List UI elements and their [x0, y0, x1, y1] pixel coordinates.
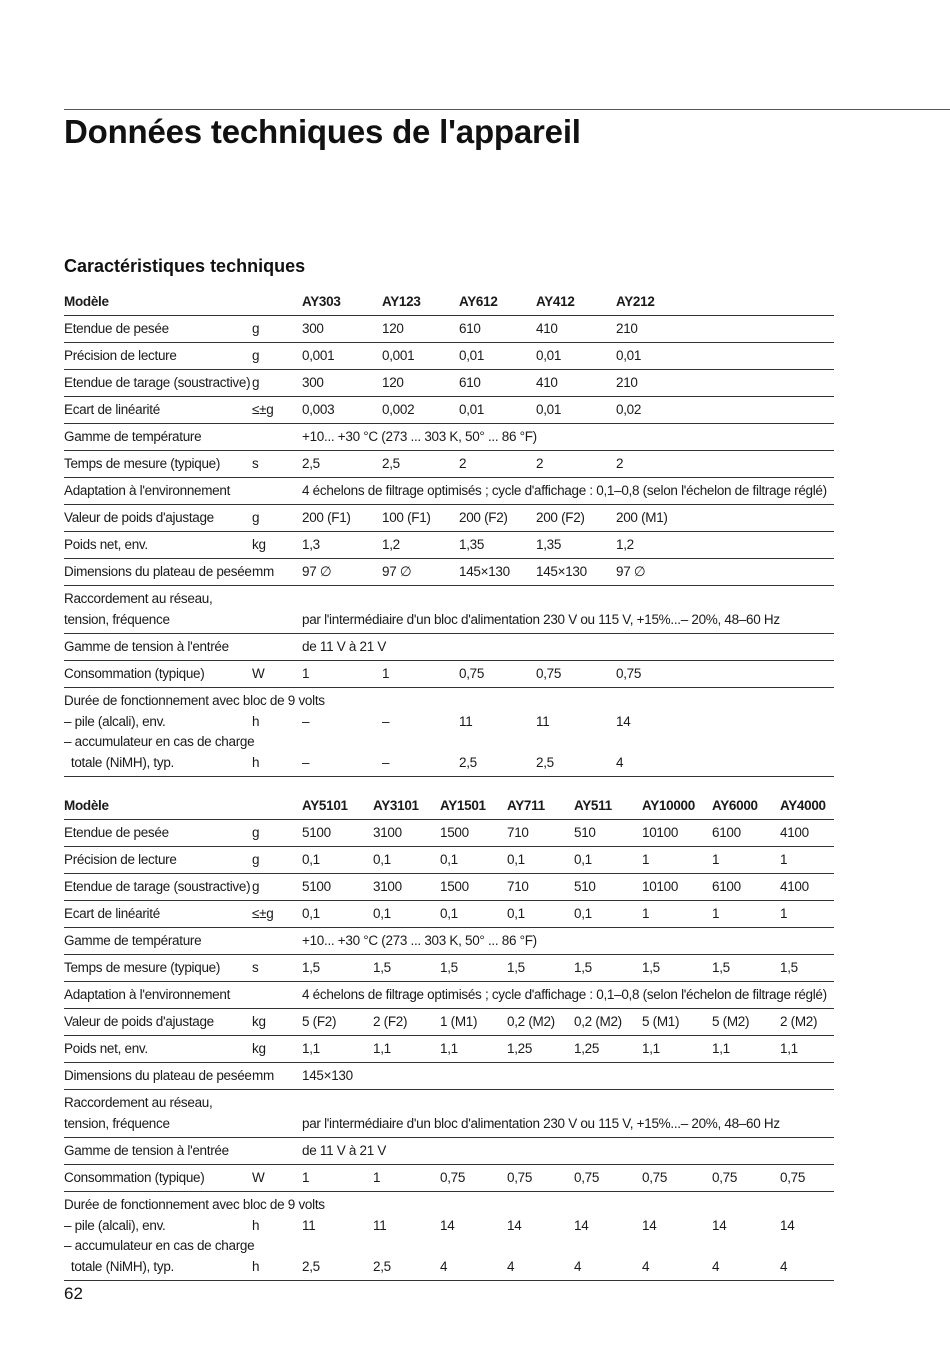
row-value: 0,002	[382, 397, 459, 424]
row-value: 1,35	[536, 532, 616, 559]
spec-table-2	[64, 793, 834, 1281]
row-value: 1,25	[507, 1036, 574, 1063]
table-row	[64, 1090, 834, 1138]
row-value: 4100	[780, 820, 834, 847]
row-unit	[252, 424, 302, 451]
row-label: Dimensions du plateau de pesée	[64, 1063, 252, 1090]
row-label: Ecart de linéarité	[64, 397, 252, 424]
row-unit: h h	[252, 688, 302, 777]
row-value: 14 4	[507, 1192, 574, 1281]
row-value: 0,1	[507, 847, 574, 874]
row-label: Durée de fonctionnement avec bloc de 9 volts – pile (alcali), env. – accumulateur en cas de charge totale (NiMH), typ.	[64, 688, 252, 777]
table-row	[64, 532, 834, 559]
row-value: 2 (M2)	[780, 1009, 834, 1036]
row-label: Dimensions du plateau de pesée	[64, 559, 252, 586]
row-label: Gamme de température	[64, 928, 252, 955]
table-row	[64, 397, 834, 424]
table-row	[64, 661, 834, 688]
row-unit: g	[252, 343, 302, 370]
column-header-model-name: AY212	[616, 289, 834, 316]
row-value: 0,01	[536, 397, 616, 424]
table-row	[64, 820, 834, 847]
row-value: 510	[574, 820, 642, 847]
row-value: 1,1	[780, 1036, 834, 1063]
row-label: Gamme de température	[64, 424, 252, 451]
row-value: – –	[302, 688, 382, 777]
table-row	[64, 343, 834, 370]
row-value: 1,3	[302, 532, 382, 559]
row-value: 1	[382, 661, 459, 688]
row-value: – –	[382, 688, 459, 777]
row-value: 97 ∅	[616, 559, 834, 586]
table-row	[64, 1165, 834, 1192]
row-span-value: par l'intermédiaire d'un bloc d'alimentation 230 V ou 115 V, +15%...– 20%, 48–60 Hz	[302, 586, 834, 634]
row-label: Poids net, env.	[64, 1036, 252, 1063]
row-label: Précision de lecture	[64, 343, 252, 370]
row-span-value: de 11 V à 21 V	[302, 634, 834, 661]
row-span-value: 4 échelons de filtrage optimisés ; cycle d'affichage : 0,1–0,8 (selon l'échelon de filtrage réglé)	[302, 478, 834, 505]
row-unit: ≤±g	[252, 901, 302, 928]
table-row	[64, 634, 834, 661]
column-header-model: Modèle	[64, 793, 252, 820]
row-span-value: par l'intermédiaire d'un bloc d'alimentation 230 V ou 115 V, +15%...– 20%, 48–60 Hz	[302, 1090, 834, 1138]
row-value: 2	[616, 451, 834, 478]
table-row	[64, 559, 834, 586]
row-label: Gamme de tension à l'entrée	[64, 1138, 252, 1165]
row-unit: kg	[252, 1036, 302, 1063]
row-value: 0,1	[440, 847, 507, 874]
row-value: 200 (M1)	[616, 505, 834, 532]
row-label: Valeur de poids d'ajustage	[64, 1009, 252, 1036]
row-value: 2	[536, 451, 616, 478]
row-value: 1,5	[507, 955, 574, 982]
row-unit: g	[252, 847, 302, 874]
column-header-model-name: AY5101	[302, 793, 373, 820]
row-value: 145×130	[536, 559, 616, 586]
row-value: 5100	[302, 874, 373, 901]
row-value: 1 (M1)	[440, 1009, 507, 1036]
table-row	[64, 424, 834, 451]
row-unit	[252, 982, 302, 1009]
table-row	[64, 451, 834, 478]
section-title: Caractéristiques techniques	[64, 256, 306, 276]
spec-table-1	[64, 289, 834, 777]
row-value: 5 (M1)	[642, 1009, 712, 1036]
column-header-model-name: AY6000	[712, 793, 780, 820]
row-label: Etendue de tarage (soustractive)	[64, 370, 252, 397]
row-value: 0,1	[507, 901, 574, 928]
row-value: 1	[302, 661, 382, 688]
table-row	[64, 982, 834, 1009]
row-value: 0,1	[440, 901, 507, 928]
row-value: 0,003	[302, 397, 382, 424]
row-span-value: 4 échelons de filtrage optimisés ; cycle d'affichage : 0,1–0,8 (selon l'échelon de filtrage réglé)	[302, 982, 834, 1009]
row-value: 0,1	[373, 901, 440, 928]
row-value: 0,01	[459, 343, 536, 370]
row-value: 10100	[642, 820, 712, 847]
row-value: 0,2 (M2)	[507, 1009, 574, 1036]
row-value: 1,2	[616, 532, 834, 559]
table-row	[64, 928, 834, 955]
row-value: 11 2,5	[302, 1192, 373, 1281]
column-header-model-name: AY511	[574, 793, 642, 820]
row-unit: W	[252, 1165, 302, 1192]
table-row	[64, 901, 834, 928]
row-value: 0,001	[382, 343, 459, 370]
table-row	[64, 1009, 834, 1036]
row-unit: mm	[252, 559, 302, 586]
row-value: 300	[302, 316, 382, 343]
row-unit: g	[252, 370, 302, 397]
row-value: 1,5	[780, 955, 834, 982]
row-value: 0,01	[616, 343, 834, 370]
row-span-value: +10... +30 °C (273 ... 303 K, 50° ... 86 °F)	[302, 424, 834, 451]
row-value: 510	[574, 874, 642, 901]
column-header-model-name: AY10000	[642, 793, 712, 820]
row-value: 710	[507, 820, 574, 847]
row-value: 11 2,5	[373, 1192, 440, 1281]
row-value: 1,35	[459, 532, 536, 559]
table-1-body	[64, 289, 834, 777]
row-value: 0,75	[574, 1165, 642, 1192]
table-row-battery	[64, 1192, 834, 1281]
row-value: 2	[459, 451, 536, 478]
row-label: Raccordement au réseau, tension, fréquence	[64, 586, 252, 634]
row-value: 0,75	[459, 661, 536, 688]
row-label: Consommation (typique)	[64, 661, 252, 688]
row-value: 1	[780, 901, 834, 928]
column-header-model-name: AY612	[459, 289, 536, 316]
row-value: 1,25	[574, 1036, 642, 1063]
row-value: 0,1	[302, 847, 373, 874]
row-label: Valeur de poids d'ajustage	[64, 505, 252, 532]
column-header-model-name: AY412	[536, 289, 616, 316]
row-value: 0,01	[536, 343, 616, 370]
row-value: 14 4	[574, 1192, 642, 1281]
row-value: 5100	[302, 820, 373, 847]
row-unit: s	[252, 955, 302, 982]
row-value: 1,5	[440, 955, 507, 982]
row-value: 1,5	[373, 955, 440, 982]
row-unit	[252, 1138, 302, 1165]
row-label: Temps de mesure (typique)	[64, 955, 252, 982]
row-value: 4100	[780, 874, 834, 901]
row-unit: ≤±g	[252, 397, 302, 424]
row-unit: kg	[252, 1009, 302, 1036]
row-label: Temps de mesure (typique)	[64, 451, 252, 478]
page-title: Données techniques de l'appareil	[64, 113, 581, 150]
row-value: 1	[642, 847, 712, 874]
row-value: 145×130	[459, 559, 536, 586]
row-value: 11 2,5	[459, 688, 536, 777]
row-value: 0,75	[712, 1165, 780, 1192]
row-value: 710	[507, 874, 574, 901]
row-value: 1,2	[382, 532, 459, 559]
row-value: 200 (F1)	[302, 505, 382, 532]
table-row	[64, 586, 834, 634]
table-row	[64, 478, 834, 505]
row-value: 1,1	[302, 1036, 373, 1063]
row-value: 1500	[440, 820, 507, 847]
row-span-value: 145×130	[302, 1063, 834, 1090]
row-label: Adaptation à l'environnement	[64, 982, 252, 1009]
table-row	[64, 1036, 834, 1063]
row-span-value: de 11 V à 21 V	[302, 1138, 834, 1165]
row-value: 0,75	[780, 1165, 834, 1192]
row-value: 14 4	[616, 688, 834, 777]
row-label: Etendue de pesée	[64, 316, 252, 343]
table-row	[64, 955, 834, 982]
table-row	[64, 370, 834, 397]
row-value: 410	[536, 370, 616, 397]
row-label: Gamme de tension à l'entrée	[64, 634, 252, 661]
row-unit: h h	[252, 1192, 302, 1281]
row-value: 0,1	[574, 847, 642, 874]
row-value: 120	[382, 370, 459, 397]
row-value: 3100	[373, 820, 440, 847]
row-value: 120	[382, 316, 459, 343]
row-label: Raccordement au réseau, tension, fréquence	[64, 1090, 252, 1138]
row-unit	[252, 586, 302, 634]
row-value: 1,1	[373, 1036, 440, 1063]
row-value: 97 ∅	[302, 559, 382, 586]
row-value: 0,75	[616, 661, 834, 688]
row-value: 610	[459, 370, 536, 397]
row-value: 1	[373, 1165, 440, 1192]
table-header-row	[64, 793, 834, 820]
row-value: 0,75	[536, 661, 616, 688]
row-value: 97 ∅	[382, 559, 459, 586]
row-value: 6100	[712, 874, 780, 901]
column-header-unit	[252, 793, 302, 820]
row-value: 0,75	[642, 1165, 712, 1192]
row-value: 0,01	[459, 397, 536, 424]
row-unit: kg	[252, 532, 302, 559]
row-value: 1	[780, 847, 834, 874]
row-value: 1,1	[712, 1036, 780, 1063]
row-unit: s	[252, 451, 302, 478]
row-value: 1500	[440, 874, 507, 901]
row-value: 1	[712, 901, 780, 928]
row-label: Adaptation à l'environnement	[64, 478, 252, 505]
row-label: Etendue de pesée	[64, 820, 252, 847]
row-value: 1	[712, 847, 780, 874]
row-value: 11 2,5	[536, 688, 616, 777]
row-value: 14 4	[440, 1192, 507, 1281]
row-value: 1,5	[302, 955, 373, 982]
row-value: 300	[302, 370, 382, 397]
row-value: 0,75	[440, 1165, 507, 1192]
row-label: Ecart de linéarité	[64, 901, 252, 928]
row-value: 0,2 (M2)	[574, 1009, 642, 1036]
row-value: 5 (M2)	[712, 1009, 780, 1036]
table-row	[64, 1063, 834, 1090]
row-value: 2 (F2)	[373, 1009, 440, 1036]
row-value: 0,02	[616, 397, 834, 424]
row-value: 610	[459, 316, 536, 343]
column-header-unit	[252, 289, 302, 316]
row-unit	[252, 1090, 302, 1138]
row-value: 5 (F2)	[302, 1009, 373, 1036]
table-row	[64, 316, 834, 343]
row-label: Durée de fonctionnement avec bloc de 9 volts – pile (alcali), env. – accumulateur en cas de charge totale (NiMH), typ.	[64, 1192, 252, 1281]
table-2-body	[64, 793, 834, 1281]
row-value: 0,1	[373, 847, 440, 874]
row-value: 6100	[712, 820, 780, 847]
row-label: Poids net, env.	[64, 532, 252, 559]
row-value: 14 4	[780, 1192, 834, 1281]
row-label: Précision de lecture	[64, 847, 252, 874]
row-label: Etendue de tarage (soustractive)	[64, 874, 252, 901]
table-row	[64, 847, 834, 874]
row-value: 2,5	[382, 451, 459, 478]
row-value: 0,001	[302, 343, 382, 370]
row-unit: mm	[252, 1063, 302, 1090]
row-label: Consommation (typique)	[64, 1165, 252, 1192]
row-value: 1,1	[440, 1036, 507, 1063]
column-header-model-name: AY303	[302, 289, 382, 316]
row-value: 200 (F2)	[459, 505, 536, 532]
column-header-model-name: AY1501	[440, 793, 507, 820]
row-value: 0,1	[302, 901, 373, 928]
row-value: 2,5	[302, 451, 382, 478]
row-unit	[252, 634, 302, 661]
row-value: 1,1	[642, 1036, 712, 1063]
column-header-model-name: AY3101	[373, 793, 440, 820]
column-header-model: Modèle	[64, 289, 252, 316]
row-unit: g	[252, 316, 302, 343]
row-unit: g	[252, 505, 302, 532]
row-value: 1	[642, 901, 712, 928]
row-span-value: +10... +30 °C (273 ... 303 K, 50° ... 86 °F)	[302, 928, 834, 955]
row-value: 1,5	[712, 955, 780, 982]
table-row	[64, 1138, 834, 1165]
row-value: 210	[616, 370, 834, 397]
row-unit: W	[252, 661, 302, 688]
row-unit: g	[252, 820, 302, 847]
row-value: 100 (F1)	[382, 505, 459, 532]
row-value: 210	[616, 316, 834, 343]
table-row	[64, 505, 834, 532]
table-row	[64, 874, 834, 901]
column-header-model-name: AY711	[507, 793, 574, 820]
column-header-model-name: AY4000	[780, 793, 834, 820]
row-value: 0,1	[574, 901, 642, 928]
row-value: 1,5	[574, 955, 642, 982]
row-value: 0,75	[507, 1165, 574, 1192]
row-value: 200 (F2)	[536, 505, 616, 532]
row-value: 14 4	[712, 1192, 780, 1281]
row-value: 3100	[373, 874, 440, 901]
row-unit: g	[252, 874, 302, 901]
row-value: 410	[536, 316, 616, 343]
row-unit	[252, 928, 302, 955]
row-value: 1	[302, 1165, 373, 1192]
column-header-model-name: AY123	[382, 289, 459, 316]
row-value: 1,5	[642, 955, 712, 982]
row-value: 10100	[642, 874, 712, 901]
row-unit	[252, 478, 302, 505]
page-number: 62	[64, 1284, 83, 1303]
row-value: 14 4	[642, 1192, 712, 1281]
table-header-row	[64, 289, 834, 316]
top-rule	[64, 109, 950, 110]
table-row-battery	[64, 688, 834, 777]
